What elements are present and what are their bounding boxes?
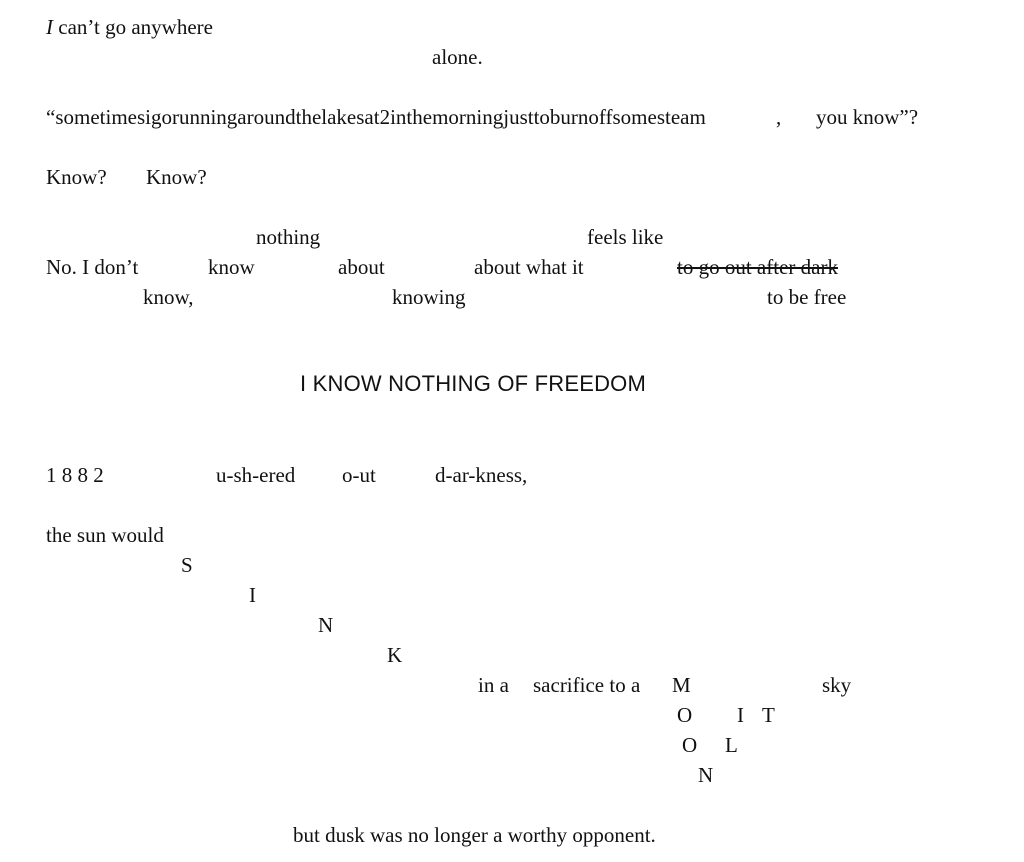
letter-i: I [249,583,256,607]
closing-line: but dusk was no longer a worthy opponent. [293,823,656,847]
word-knowing: knowing [392,285,466,309]
letter-n: N [318,613,334,637]
word-feels-like: feels like [587,225,664,249]
opening-line [46,17,213,38]
quote-end: you know”? [816,105,919,129]
word-out: o-ut [342,463,376,487]
letter-s: S [181,553,193,577]
know-question-1: Know? [46,165,107,189]
letter-m: M [672,673,691,697]
letter-k: K [387,643,403,667]
struck-phrase: to go out after dark [677,255,838,279]
word-know: know [208,255,255,279]
alone-word: alone. [432,45,483,69]
letter-i-2: I [737,703,744,727]
letter-n-2: N [698,763,714,787]
quote-comma: , [776,105,782,129]
word-nothing: nothing [256,225,321,249]
the-sun-would: the sun would [46,523,164,547]
word-ushered: u-sh-ered [216,463,296,487]
letter-o-1: O [677,703,693,727]
word-sky: sky [822,673,852,697]
word-darkness: d-ar-kness, [435,463,528,487]
about-what-it: about what it [474,255,584,279]
year-1882: 1 8 8 2 [46,463,104,487]
quote-run-on: “sometimesigorunningaroundthelakesat2inthemorningjusttoburnoffsomesteam [46,105,706,129]
letter-t: T [762,703,775,727]
word-about: about [338,255,385,279]
to-be-free: to be free [767,285,847,309]
opening-rest: can’t go anywhere [53,15,213,39]
sacrifice-to-a: sacrifice to a [533,673,641,697]
freedom-heading: I KNOW NOTHING OF FREEDOM [300,371,646,396]
opening-italic-i: I [46,15,53,39]
letter-l: L [725,733,738,757]
word-know-comma: know, [143,285,194,309]
no-i-dont: No. I don’t [46,255,139,279]
letter-o-2: O [682,733,698,757]
in-a: in a [478,673,509,697]
know-question-2: Know? [146,165,207,189]
